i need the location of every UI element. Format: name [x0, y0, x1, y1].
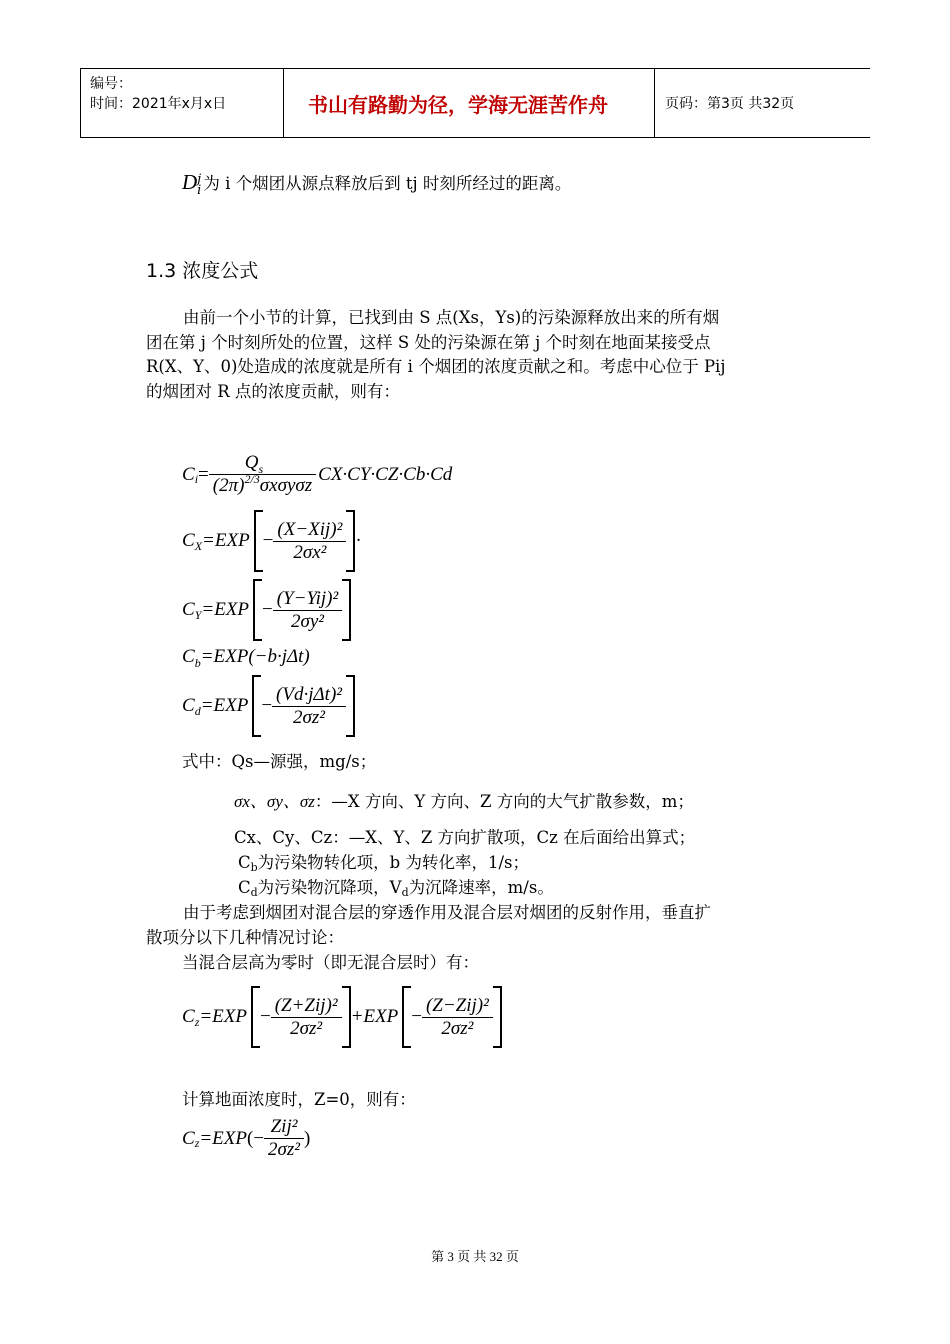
cz1-denominator-2: 2σz² [422, 1017, 493, 1040]
cd-numerator: (Vd·jΔt)² [276, 683, 342, 705]
paragraph-line: 由前一个小节的计算，已找到由 S 点(Xs，Ys)的污染源释放出来的所有烟 [183, 308, 720, 327]
cd-bracket: − $\frac{\text{(Vd·jΔt)²}}{\text{2σz²}}$ [252, 675, 355, 737]
ci-lhs-sub: i [194, 472, 199, 486]
formula-cy [182, 579, 351, 641]
paragraph-line: 的烟团对 R 点的浓度贡献，则有： [146, 381, 400, 401]
mixing-layer-paragraph [146, 901, 836, 950]
dij-symbol: D [182, 170, 198, 194]
def-cb-c: C [238, 853, 251, 872]
cz1-numerator-2: (Z−Zij)² [425, 994, 489, 1016]
formula-cx: C X =EXP − $\frac{\text{(X−Xij)²}}{\text{2σx²}}$ · [182, 510, 362, 572]
cb-lhs: C [182, 646, 195, 667]
formula-cz-full [182, 986, 502, 1048]
cz2-exp: =EXP [199, 1127, 247, 1149]
cz1-denominator-1: 2σz² [271, 1017, 342, 1040]
ci-denominator: (2π) [212, 475, 245, 496]
def-sigma-text: ：—X 方向、Y 方向、Z 方向的大气扩散参数，m； [314, 792, 694, 811]
def-cd [238, 876, 554, 903]
header-date-label: 时间：2021年x月x日 [90, 96, 227, 112]
dij-text: 为 i 个烟团从源点释放后到 tj 时刻所经过的距离。 [203, 174, 572, 193]
cz1-exp: =EXP [199, 1006, 247, 1027]
dij-definition [182, 170, 571, 196]
cz1-lhs: C [182, 1006, 195, 1027]
dij-sub: i [197, 182, 202, 198]
section-heading: 1.3 浓度公式 [146, 260, 259, 282]
cy-exp: =EXP [201, 599, 250, 620]
cy-lhs-sub: Y [194, 607, 202, 622]
mixing-para-line: 散项分以下几种情况讨论： [146, 927, 344, 947]
cy-bracket: − $\frac{\text{(Y−Yij)²}}{\text{2σy²}}$ [253, 579, 351, 641]
cx-denominator: 2σx² [273, 541, 346, 564]
def-cb [238, 851, 529, 878]
header-divider-2 [654, 69, 655, 137]
def-intro: 式中：Qs—源强，mg/s； [182, 752, 377, 771]
def-cb-text: 为污染物转化项，b 为转化率，1/s； [257, 853, 530, 872]
cb-exp: =EXP [200, 646, 249, 667]
cz1-lhs-sub: z [194, 1014, 200, 1029]
ci-denominator-sigmas: σxσyσz [259, 475, 313, 496]
def-cd-text-sub: d [401, 886, 409, 899]
def-sigma-symbols: σx、σy、σz [234, 792, 315, 811]
cz2-lhs-sub: z [194, 1136, 200, 1150]
formula-cz-ground: C z =EXP (− $\frac{\text{Zij²}}{\text{2σz²}}$ ) [182, 1116, 311, 1160]
header-divider-1 [283, 69, 284, 137]
ci-denominator-sup: 2/3 [244, 472, 260, 486]
cy-lhs: C [182, 599, 195, 620]
header-border-left [80, 69, 81, 137]
cz2-denominator: 2σz² [264, 1138, 304, 1161]
cb-argument: (−b·jΔt) [248, 646, 310, 667]
def-sigma [234, 790, 694, 815]
cd-denominator: 2σz² [272, 706, 346, 729]
def-cd-text1: 为污染物沉降项，V [257, 878, 402, 897]
cz1-plus-exp: +EXP [350, 1006, 399, 1027]
case2-text: 计算地面浓度时，Z=0，则有： [182, 1090, 416, 1109]
def-cd-c: C [238, 878, 251, 897]
cx-lhs: C [182, 530, 195, 551]
def-cxyz: Cx、Cy、Cz：—X、Y、Z 方向扩散项，Cz 在后面给出算式； [234, 828, 696, 847]
def-cb-sub: b [250, 861, 258, 874]
cd-lhs-sub: d [194, 703, 201, 718]
cz2-numerator: Zij² [270, 1116, 298, 1137]
cz1-numerator-1: (Z+Zij)² [274, 994, 338, 1016]
header-page-label: 页码：第3页 共32页 [665, 96, 795, 112]
ci-rhs: CX·CY·CZ·Cb·Cd [318, 463, 453, 485]
cz1-bracket-1: − $\frac{\text{(Z+Zij)²}}{\text{2σz²}}$ [251, 986, 351, 1048]
cy-denominator: 2σy² [273, 610, 342, 633]
def-cd-text2: 为沉降速率，m/s。 [408, 878, 554, 897]
cd-lhs: C [182, 695, 195, 716]
cx-lhs-sub: X [194, 538, 203, 553]
cd-exp: =EXP [200, 695, 249, 716]
cb-lhs-sub: b [194, 656, 201, 670]
mixing-para-line: 由于考虑到烟团对混合层的穿透作用及混合层对烟团的反射作用，垂直扩 [183, 903, 711, 922]
cz2-lhs: C [182, 1127, 195, 1149]
cz1-bracket-2: − $\frac{\text{(Z−Zij)²}}{\text{2σz²}}$ [402, 986, 502, 1048]
dij-sup: j [197, 171, 202, 187]
def-cd-sub: d [250, 886, 258, 899]
header-motto: 书山有路勤为径，学海无涯苦作舟 [308, 93, 608, 117]
ci-numerator: Q [244, 452, 259, 473]
header-table [80, 68, 870, 138]
header-number-label: 编号： [90, 76, 132, 92]
ci-lhs: C [182, 463, 195, 485]
ci-fraction [209, 452, 316, 497]
page-footer: 第 3 页 共 32 页 [431, 1249, 519, 1264]
cx-numerator: (X−Xij)² [277, 518, 343, 540]
ci-numerator-sub: s [258, 462, 264, 476]
paragraph-line: R(X、Y、0)处造成的浓度就是所有 i 个烟团的浓度贡献之和。考虑中心位于 Pij [146, 357, 726, 376]
case1-text: 当混合层高为零时（即无混合层时）有： [182, 953, 479, 972]
formula-cb [182, 646, 310, 668]
cx-bracket: − $\frac{\text{(X−Xij)²}}{\text{2σx²}}$ [254, 510, 356, 572]
formula-cd [182, 675, 355, 737]
intro-paragraph [146, 306, 826, 404]
cx-exp: =EXP [202, 530, 250, 551]
paragraph-line: 团在第 j 个时刻所处的位置，这样 S 处的污染源在第 j 个时刻在地面某接受点 [146, 332, 711, 352]
cy-numerator: (Y−Yij)² [276, 587, 339, 609]
formula-ci: C i = $\frac{Q_s}{(2\pi)^{2/3}\sigma x\sigma y\sigma z}$ CX·CY·CZ·Cb·Cd [182, 452, 453, 496]
